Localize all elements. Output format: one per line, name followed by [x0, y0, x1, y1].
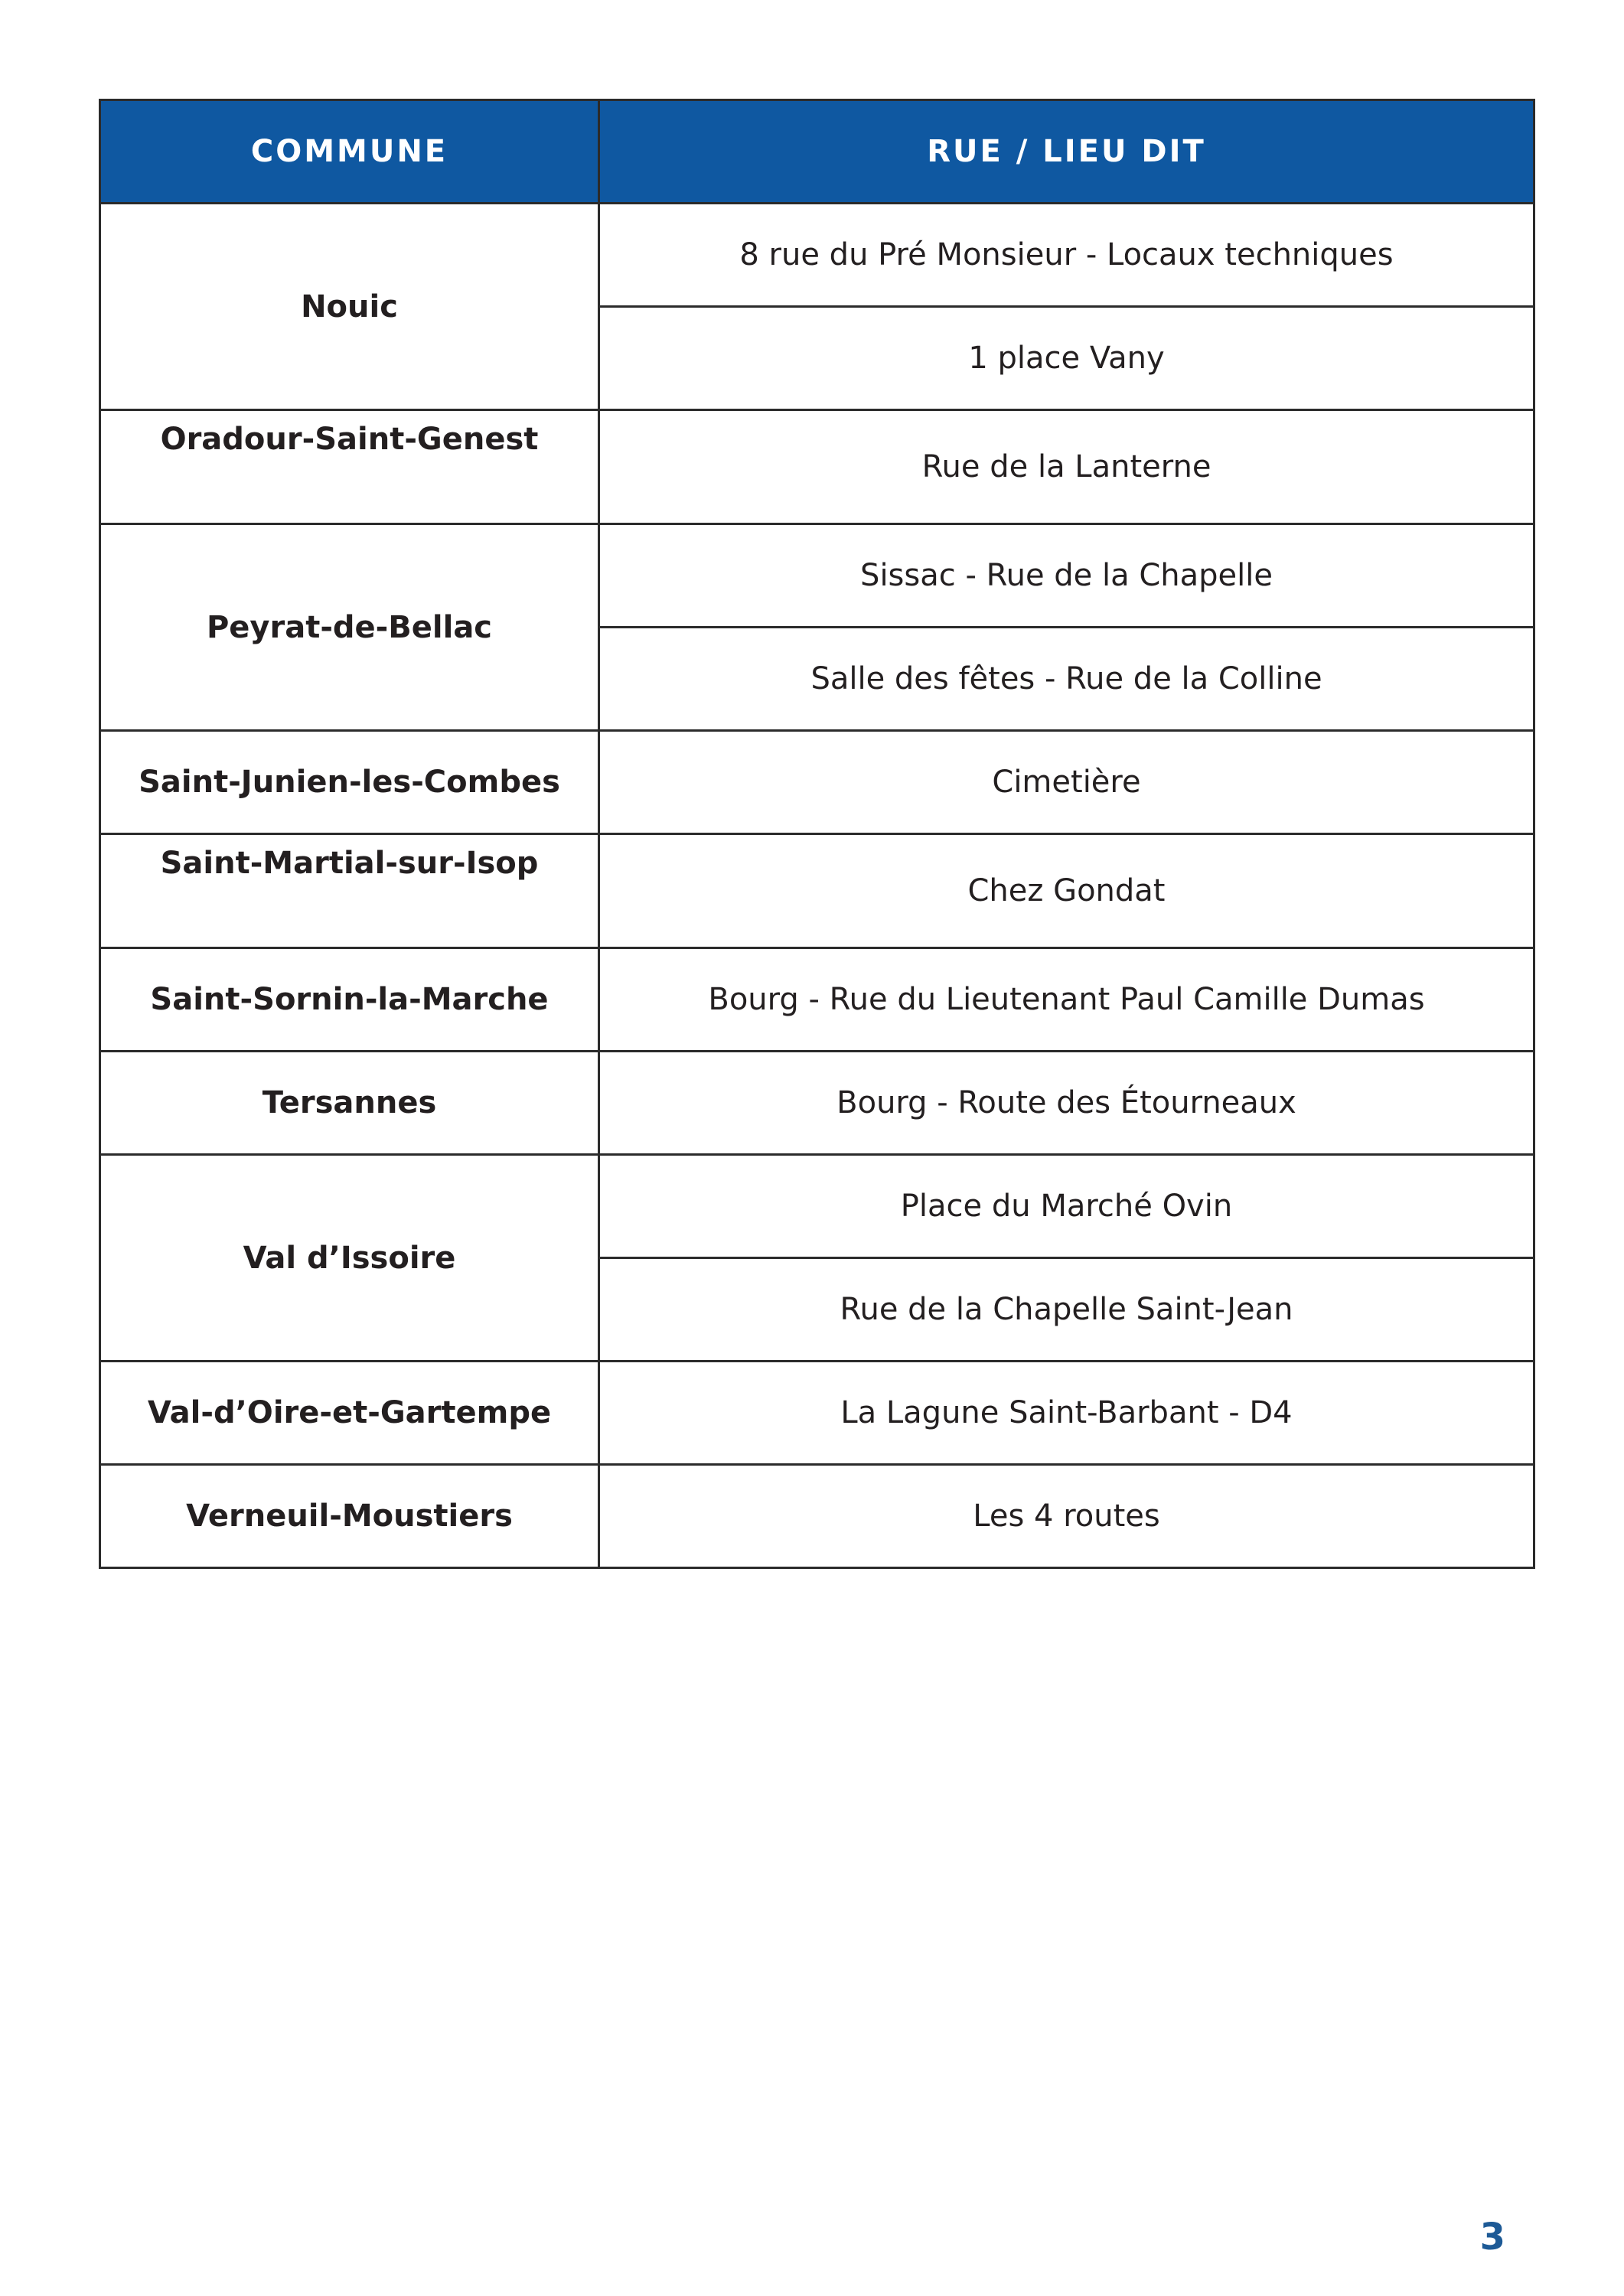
table-row — [100, 1052, 1534, 1155]
street-cell: Chez Gondat — [599, 834, 1534, 948]
table-row — [100, 1362, 1534, 1465]
table-row — [100, 1465, 1534, 1568]
street-cell: Place du Marché Ovin — [599, 1155, 1534, 1258]
table-row — [100, 410, 1534, 524]
street-cell: Cimetière — [599, 731, 1534, 834]
street-cell: Sissac - Rue de la Chapelle — [599, 524, 1534, 628]
commune-cell: Saint-Junien-les-Combes — [100, 731, 599, 834]
street-cell: Bourg - Rue du Lieutenant Paul Camille Dumas — [599, 948, 1534, 1052]
commune-cell: Oradour-Saint-Genest — [100, 410, 599, 524]
street-cell: Les 4 routes — [599, 1465, 1534, 1568]
commune-cell: Verneuil-Moustiers — [100, 1465, 599, 1568]
street-cell: Rue de la Chapelle Saint-Jean — [599, 1258, 1534, 1362]
street-cell: Rue de la Lanterne — [599, 410, 1534, 524]
table-row — [100, 1155, 1534, 1258]
header-commune: COMMUNE — [100, 100, 599, 204]
street-cell: La Lagune Saint-Barbant - D4 — [599, 1362, 1534, 1465]
commune-cell: Tersannes — [100, 1052, 599, 1155]
commune-cell: Val d’Issoire — [100, 1155, 599, 1362]
table-row — [100, 731, 1534, 834]
table-header-row — [100, 100, 1534, 204]
table-row — [100, 834, 1534, 948]
table-row — [100, 524, 1534, 628]
table-row — [100, 948, 1534, 1052]
page-number: 3 — [1479, 2216, 1505, 2258]
commune-cell: Peyrat-de-Bellac — [100, 524, 599, 731]
commune-cell: Saint-Sornin-la-Marche — [100, 948, 599, 1052]
commune-cell: Val-d’Oire-et-Gartempe — [100, 1362, 599, 1465]
commune-cell: Saint-Martial-sur-Isop — [100, 834, 599, 948]
commune-table — [99, 99, 1535, 1569]
street-cell: Bourg - Route des Étourneaux — [599, 1052, 1534, 1155]
street-cell: Salle des fêtes - Rue de la Colline — [599, 628, 1534, 731]
table-row — [100, 204, 1534, 307]
commune-cell: Nouic — [100, 204, 599, 410]
street-cell: 8 rue du Pré Monsieur - Locaux techniques — [599, 204, 1534, 307]
street-cell: 1 place Vany — [599, 307, 1534, 410]
header-rue-lieu-dit: RUE / LIEU DIT — [599, 100, 1534, 204]
